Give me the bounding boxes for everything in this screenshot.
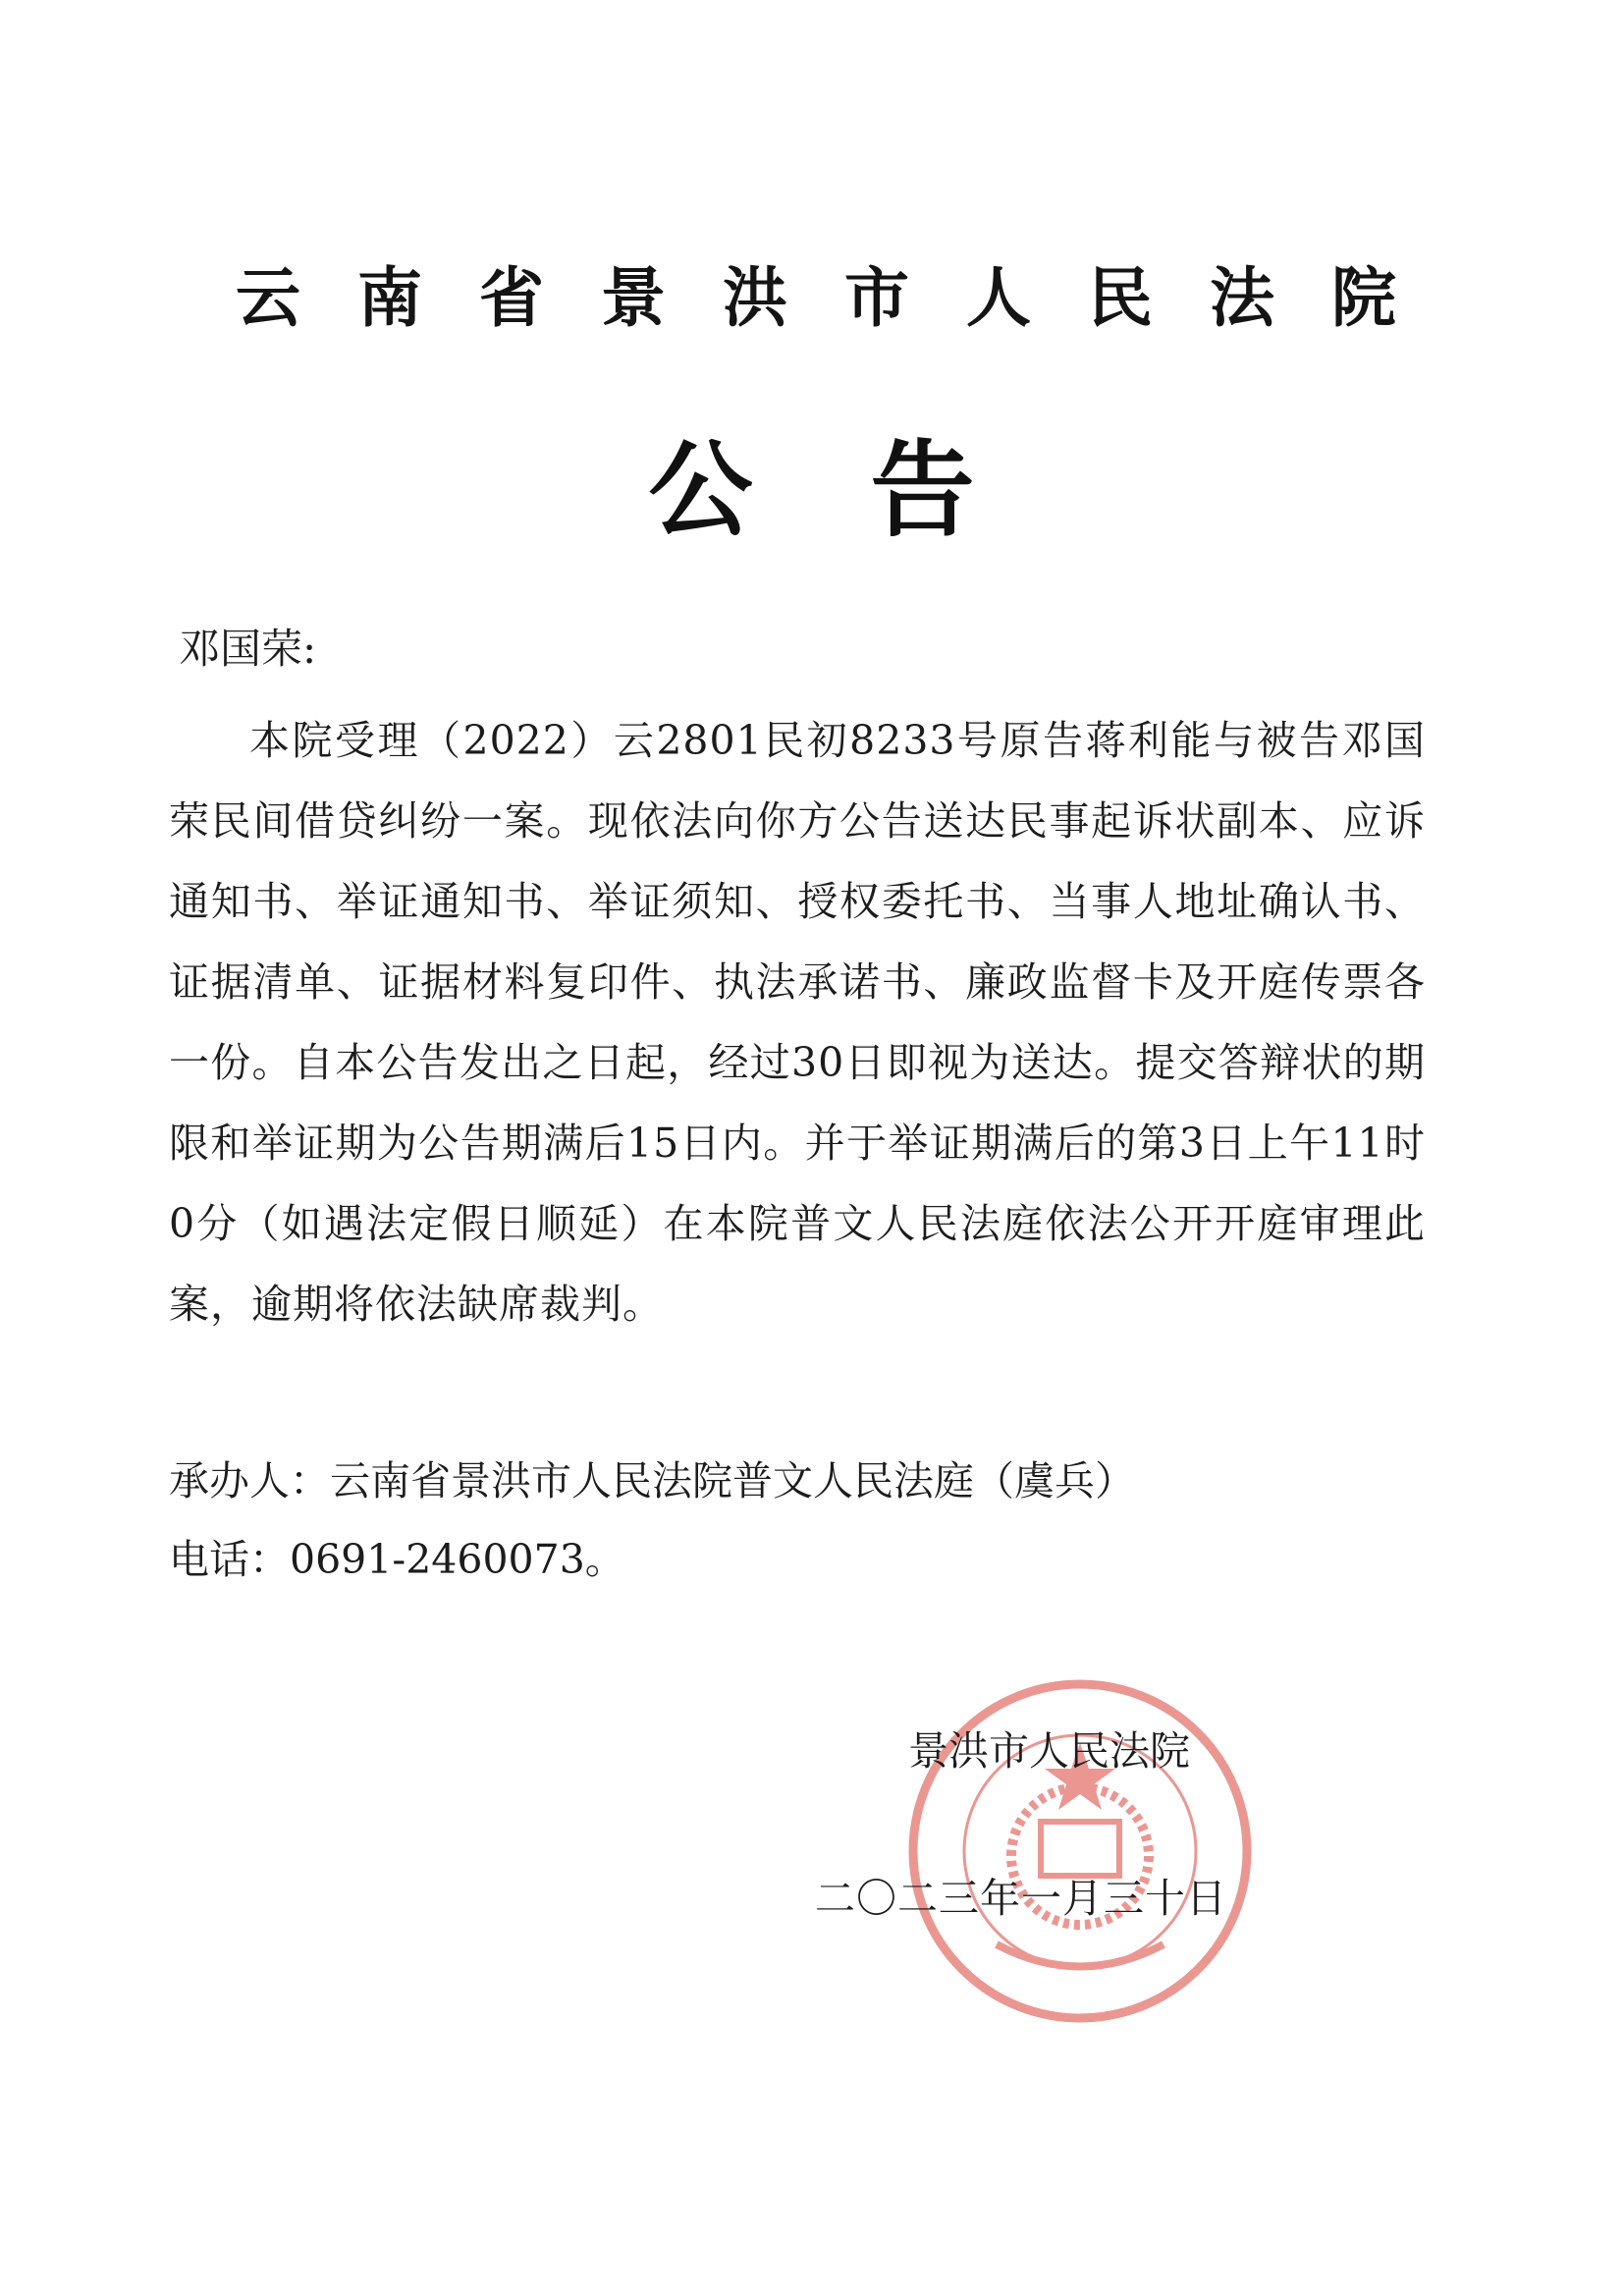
court-name-heading: 云南省景洪市人民法院 — [236, 259, 1453, 336]
signing-date: 二〇二三年一月三十日 — [815, 1875, 1227, 1922]
phone-line: 电话：0691-2460073。 — [169, 1536, 625, 1583]
handler-line: 承办人：云南省景洪市人民法院普文人民法庭（虞兵） — [169, 1457, 1135, 1504]
notice-body: 本院受理（2022）云2801民初8233号原告蒋利能与被告邓国荣民间借贷纠纷一案。现依法向你方公告送达民事起诉状副本、应诉通知书、举证通知书、举证须知、授权委托书、当事人地址确认书、证据清单、证据材料复印件、执法承诺书、廉政监督卡及开庭传票各一份。自本公告发出之日起，经过30日即视为送达。提交答辩状的期限和举证期为公告期满后15日内。并于举证期满后的第3日上午11时0分（如遇法定假日顺延）在本院普文人民法庭依法公开开庭审理此案，逾期将依法缺席裁判。 — [169, 717, 1426, 1328]
contact-block — [169, 1442, 1135, 1599]
signing-court: 景洪市人民法院 — [908, 1727, 1190, 1775]
addressee: 邓国荣: — [179, 625, 317, 673]
document-type-title: 公告 — [648, 428, 1093, 551]
